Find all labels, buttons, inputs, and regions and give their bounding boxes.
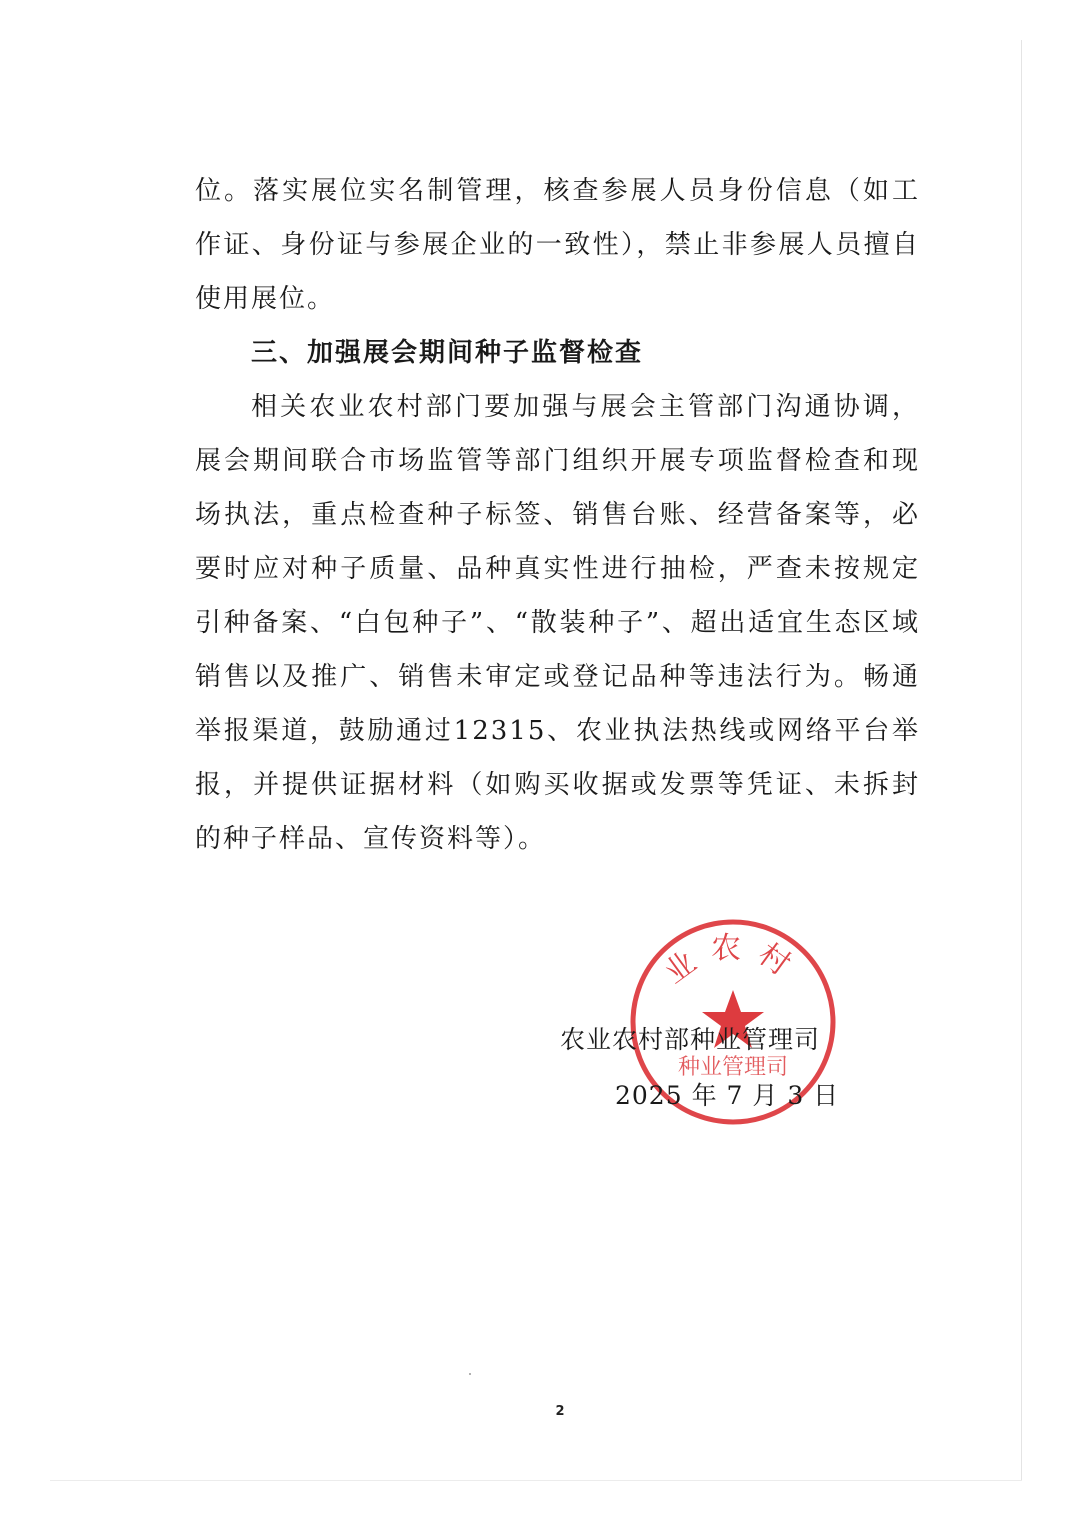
page-edge-bottom	[50, 1480, 1022, 1481]
page-number: 2	[555, 1404, 565, 1419]
section-heading: 三、加强展会期间种子监督检查	[251, 338, 644, 368]
signature-organization: 农业农村部种业管理司	[560, 1025, 821, 1054]
seal-top-text: 业农村	[658, 931, 808, 991]
signature-block	[560, 1012, 860, 1124]
paragraph-continuation: 位。落实展位实名制管理，核查参展人员身份信息（如工作证、身份证与参展企业的一致性），禁止非参展人员擅自使用展位。	[195, 176, 920, 314]
signature-date: 2025 年 7 月 3 日	[615, 1081, 840, 1110]
document-body	[195, 164, 920, 866]
page-edge-right	[1021, 40, 1022, 1480]
paragraph-body: 相关农业农村部门要加强与展会主管部门沟通协调，展会期间联合市场监管等部门组织开展专项监督检查和现场执法，重点检查种子标签、销售台账、经营备案等，必要时应对种子质量、品种真实性进行抽检，严查未按规定引种备案、“白包种子”、“散装种子”、超出适宜生态区域销售以及推广、销售未审定或登记品种等违法行为。畅通举报渠道，鼓励通过12315、农业执法热线或网络平台举报，并提供证据材料（如购买收据或发票等凭证、未拆封的种子样品、宣传资料等）。	[195, 392, 920, 854]
scan-speck	[469, 1373, 471, 1375]
seal-bottom-text: 种业管理司	[677, 1055, 789, 1080]
